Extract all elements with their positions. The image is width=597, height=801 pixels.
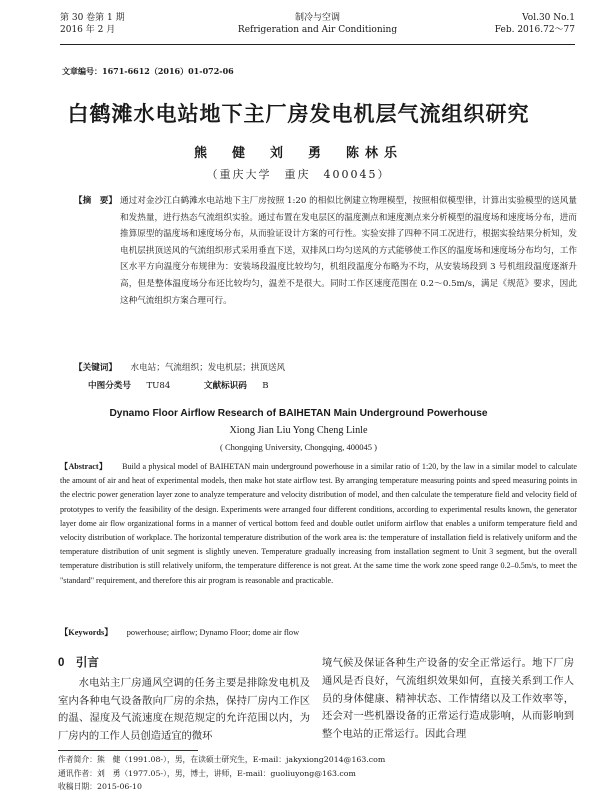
received-date: 收稿日期：2015-06-10 xyxy=(58,782,142,791)
keywords-cn xyxy=(74,360,577,377)
intro-text-left: 水电站主厂房通风空调的任务主要是排除发电机及室内各种电气设备散向厂房的余热，保持厂房内工作区的温、湿度及气流速度在规范规定的允许范围以内，为厂房内的工作人员创造适宜的微环 xyxy=(58,676,310,743)
doc-code-value: B xyxy=(262,381,269,391)
authors-cn: 熊 健 刘 勇 陈林乐 xyxy=(193,146,403,161)
doc-code-label: 文献标识码 xyxy=(203,381,247,391)
abstract-cn-text: 通过对金沙江白鹤滩水电站地下主厂房按照 1:20 的相似比例建立物理模型，按照相似模型律，计算出实验模型的送风量和发热量，进行热态气流组织实验。通过布置在发电层区的温度测点和速度测点来分析模型的温度场和速度场分布，进而推算原型的温度场和速度场分布，从而验证设计方案的可行性。实验安排了四种不同工况进行，根据实验结果分析知，发电机层拱顶送风的气流组织形式采用垂直下送，双排风口均匀送风的方式能够使工作区的温度场和速度场分布均匀，工作区水平方向温度分布规律为：安装场段温度比较均匀，机组段温度分布略为不均，从安装场段到 3 号机组段温度逐渐升高，但是整体温度场分布还比较均匀，温差不是很大。同时工作区速度范围在 0.2～0.5m/s，满足《规范》要求，因此这种气流组织方案合理可行。 xyxy=(120,196,577,306)
clc-label: 中图分类号 xyxy=(88,381,131,391)
affiliation-en: ( Chongqing University, Chongqing, 400045 ) xyxy=(220,442,377,452)
body-column-right xyxy=(322,655,574,744)
journal-name-cn: 制冷与空调 xyxy=(294,13,340,23)
abstract-en xyxy=(60,460,577,588)
authors-en: Xiong Jian Liu Yong Cheng Linle xyxy=(229,425,368,436)
keywords-cn-label: 【关键词】 xyxy=(74,363,117,373)
author-bio: 作者简介：熊 健（1991.08-），男，在读硕士研究生，E-mail：jakyxiong2014@163.com xyxy=(58,755,386,764)
intro-text-right: 境气候及保证各种生产设备的安全正常运行。地下厂房通风是否良好，气流组织效果如何，直接关系到工作人员的身体健康、精神状态、工作情绪以及工作效率等，还会对一些机器设备的正常运行造成影响，从而影响到整个电站的正常运行。因此合理 xyxy=(322,657,574,741)
clc-value: TU84 xyxy=(146,381,171,391)
abstract-en-label: 【Abstract】 xyxy=(60,462,108,471)
issue-date: 2016 年 2 月 xyxy=(60,25,116,35)
affiliation-cn: （重庆大学 重庆 400045） xyxy=(206,168,391,181)
footnote-rule xyxy=(58,750,198,751)
abstract-cn-label: 【摘 要】 xyxy=(74,196,117,206)
header-right xyxy=(495,12,575,36)
title-cn: 白鹤滩水电站地下主厂房发电机层气流组织研究 xyxy=(67,101,530,126)
body-column-left xyxy=(58,655,310,746)
classification-line xyxy=(88,378,577,395)
journal-name-en: Refrigeration and Air Conditioning xyxy=(237,25,398,35)
abstract-en-text: Build a physical model of BAIHETAN main underground powerhouse in a similar ratio of 1:20, by the law in a similar model to calculate the amount of air and heat of experimental models, then make hot state airflow test. By arranging temperature measuring points and speed measuring points in the electric power generation layer zone to analyze temperature and velocity distribution of model, and then calculate the temperature field and velocity field of prototypes to verify the feasibility of the design. Experiments were arranged four different conditions, according to experimental results known, the generator layer dome air flow organizational forms in a manner of vertical bottom feed and double outlet uniform airflow that enables a uniform temperature field and velocity distribution of workplace. The horizontal temperature distribution of the work area is: the temperature of installation field is relatively uniform and the temperature distribution of unit segment is slightly uneven. Temperature gradually increasing from installation segment to Unit 3 segment, but the overall temperature distribution is still relatively uniform, the temperature difference is not great. At the same time the work zone speed range 0.2–0.5m/s, to meet the "standard" requirement, and therefore this air program is reasonable and practicable. xyxy=(60,462,577,585)
corresponding-author: 通讯作者：刘 勇（1977.05-），男，博士，讲师，E-mail：guoliuyong@163.com xyxy=(58,768,356,778)
volume-issue: 第 30 卷第 1 期 xyxy=(60,13,125,23)
running-header xyxy=(60,12,575,46)
header-rule xyxy=(60,44,575,45)
article-number: 文章编号：1671-6612（2016）01-072-06 xyxy=(62,66,234,76)
keywords-cn-text: 水电站；气流组织；发电机层；拱顶送风 xyxy=(130,363,286,373)
keywords-en-text: powerhouse; airflow; Dynamo Floor; dome air flow xyxy=(126,628,300,637)
keywords-en-label: 【Keywords】 xyxy=(60,628,113,637)
footnotes xyxy=(58,753,385,794)
section-heading: 0 引言 xyxy=(58,657,99,669)
volume-issue-en: Vol.30 No.1 xyxy=(522,13,575,23)
date-pages: Feb. 2016.72～77 xyxy=(494,25,575,35)
keywords-en xyxy=(60,626,577,638)
abstract-cn xyxy=(74,193,577,309)
title-en: Dynamo Floor Airflow Research of BAIHETAN Main Underground Powerhouse xyxy=(109,408,488,419)
